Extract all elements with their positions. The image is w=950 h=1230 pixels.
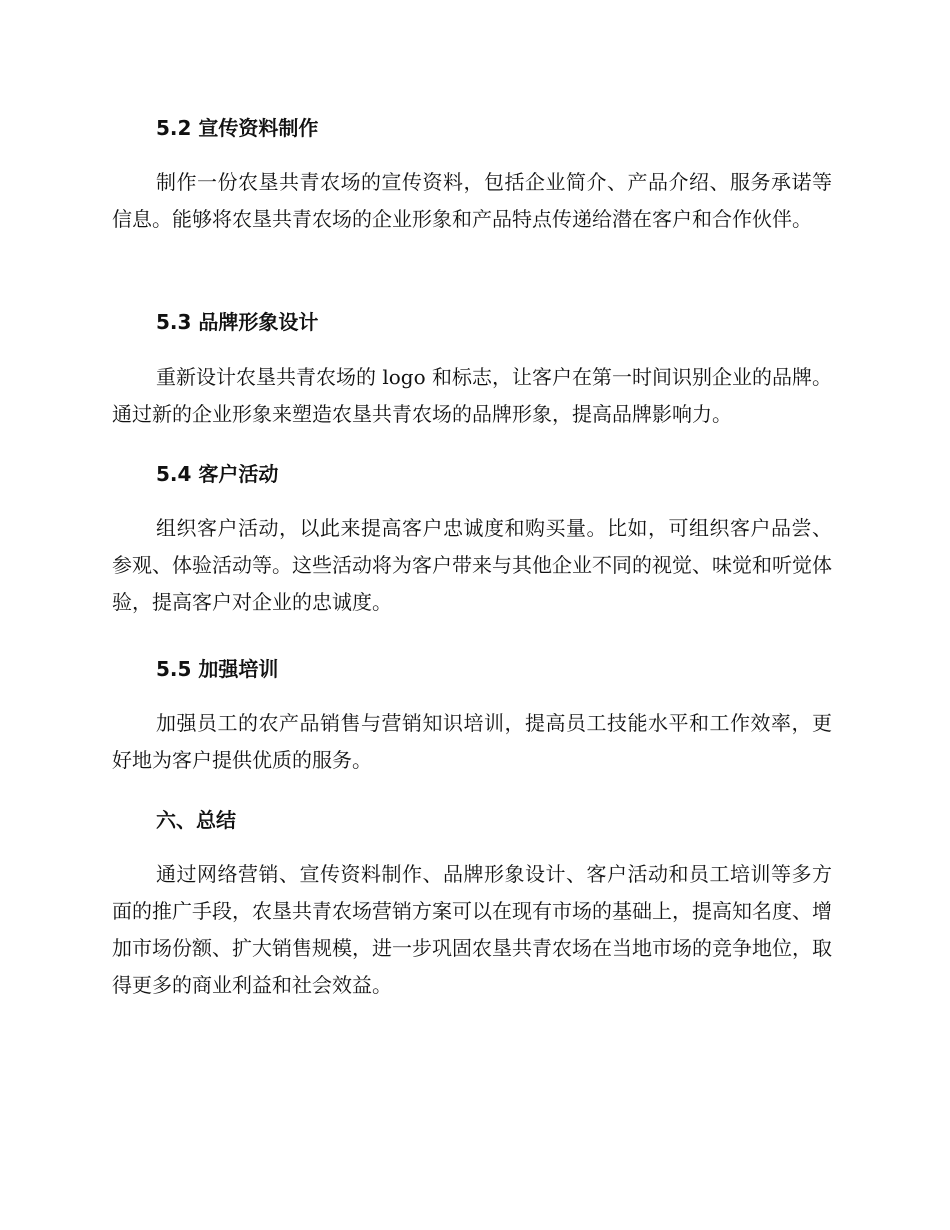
section-body-5-2: 制作一份农垦共青农场的宣传资料，包括企业简介、产品介绍、服务承诺等信息。能够将农垦共青农场的企业形象和产品特点传递给潜在客户和合作伙伴。 — [112, 170, 832, 231]
section-body-5-3: 重新设计农垦共青农场的 logo 和标志，让客户在第一时间识别企业的品牌。通过新的企业形象来塑造农垦共青农场的品牌形象，提高品牌影响力。 — [112, 365, 832, 426]
section-body-5-4: 组织客户活动，以此来提高客户忠诚度和购买量。比如，可组织客户品尝、参观、体验活动等。这些活动将为客户带来与其他企业不同的视觉、味觉和听觉体验，提高客户对企业的忠诚度。 — [112, 516, 832, 614]
section-heading-5-5: 5.5 加强培训 — [156, 657, 279, 681]
section-heading-5-3: 5.3 品牌形象设计 — [156, 310, 319, 334]
section-body-summary: 通过网络营销、宣传资料制作、品牌形象设计、客户活动和员工培训等多方面的推广手段，农垦共青农场营销方案可以在现有市场的基础上，提高知名度、增加市场份额、扩大销售规模，进一步巩固农垦共青农场在当地市场的竞争地位，取得更多的商业利益和社会效益。 — [112, 862, 832, 997]
section-body-5-5: 加强员工的农产品销售与营销知识培训，提高员工技能水平和工作效率，更好地为客户提供优质的服务。 — [112, 711, 832, 772]
section-heading-5-2: 5.2 宣传资料制作 — [156, 116, 319, 140]
section-heading-summary: 六、总结 — [156, 808, 236, 832]
section-heading-5-4: 5.4 客户活动 — [156, 462, 279, 486]
